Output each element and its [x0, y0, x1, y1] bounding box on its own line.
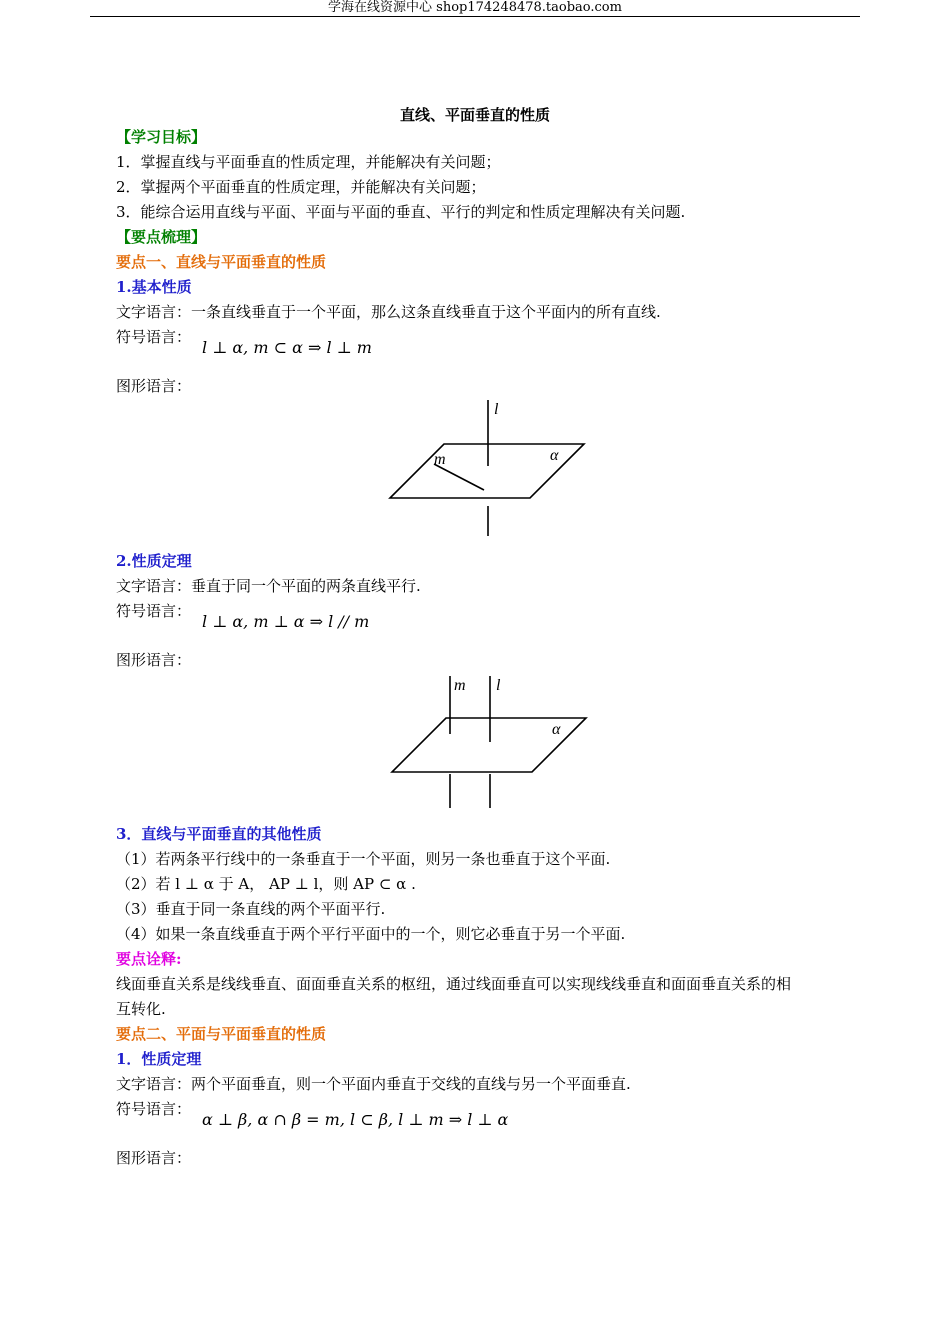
- theorem-text: 文字语言：垂直于同一个平面的两条直线平行.: [116, 577, 421, 595]
- note-heading: 要点诠释:: [116, 950, 182, 968]
- basic-property-heading: 1.基本性质: [116, 278, 192, 296]
- plane-theorem-figure-label: 图形语言：: [116, 1149, 192, 1167]
- note-text: 线面垂直关系是线线垂直、面面垂直关系的枢纽，通过线面垂直可以实现线线垂直和面面垂直关系的相: [116, 975, 792, 993]
- basic-symbol-formula: l ⊥ α, m ⊂ α ⇒ l ⊥ m: [202, 338, 372, 357]
- figure2-label-l: l: [496, 677, 501, 694]
- figure2-label-alpha: α: [552, 721, 561, 738]
- plane-theorem-symbol-label: 符号语言：: [116, 1100, 192, 1118]
- objective-item: 1．掌握直线与平面垂直的性质定理，并能解决有关问题；: [116, 153, 501, 171]
- summary-heading: 【要点梳理】: [116, 228, 207, 246]
- basic-symbol-label: 符号语言：: [116, 328, 192, 346]
- note-text-cont: 互转化.: [116, 1000, 166, 1018]
- theorem-symbol-label: 符号语言：: [116, 602, 192, 620]
- point2-heading: 要点二、平面与平面垂直的性质: [116, 1025, 327, 1043]
- theorem-heading: 2.性质定理: [116, 552, 192, 570]
- figure2-label-m: m: [454, 677, 466, 694]
- other-property-item: （1）若两条平行线中的一条垂直于一个平面，则另一条也垂直于这个平面.: [116, 850, 611, 868]
- objectives-heading: 【学习目标】: [116, 128, 207, 146]
- plane-theorem-heading: 1．性质定理: [116, 1050, 202, 1068]
- other-property-item: （2）若 l ⊥ α 于 A， AP ⊥ l，则 AP ⊂ α .: [116, 875, 416, 893]
- page-title: 直线、平面垂直的性质: [399, 106, 550, 124]
- plane-theorem-symbol-formula: α ⊥ β, α ∩ β = m, l ⊂ β, l ⊥ m ⇒ l ⊥ α: [202, 1110, 509, 1129]
- header-divider: [90, 16, 860, 17]
- figure1-label-m: m: [434, 451, 446, 468]
- other-property-item: （4）如果一条直线垂直于两个平行平面中的一个，则它必垂直于另一个平面.: [116, 925, 626, 943]
- basic-figure-label: 图形语言：: [116, 377, 192, 395]
- other-property-item: （3）垂直于同一条直线的两个平面平行.: [116, 900, 386, 918]
- figure1-label-l: l: [494, 401, 499, 418]
- figure-line-perpendicular-plane: [380, 396, 600, 546]
- objective-item: 3．能综合运用直线与平面、平面与平面的垂直、平行的判定和性质定理解决有关问题.: [116, 203, 686, 221]
- objective-item: 2．掌握两个平面垂直的性质定理，并能解决有关问题；: [116, 178, 486, 196]
- plane-theorem-text: 文字语言：两个平面垂直，则一个平面内垂直于交线的直线与另一个平面垂直.: [116, 1075, 631, 1093]
- figure1-label-alpha: α: [550, 447, 559, 464]
- theorem-symbol-formula: l ⊥ α, m ⊥ α ⇒ l // m: [202, 612, 370, 631]
- point1-heading: 要点一、直线与平面垂直的性质: [116, 253, 327, 271]
- other-properties-heading: 3．直线与平面垂直的其他性质: [116, 825, 322, 843]
- figure-parallel-perpendicular-lines: [380, 672, 600, 812]
- page-header: 学海在线资源中心 shop174248478.taobao.com: [328, 0, 622, 15]
- theorem-figure-label: 图形语言：: [116, 651, 192, 669]
- basic-text: 文字语言：一条直线垂直于一个平面，那么这条直线垂直于这个平面内的所有直线.: [116, 303, 661, 321]
